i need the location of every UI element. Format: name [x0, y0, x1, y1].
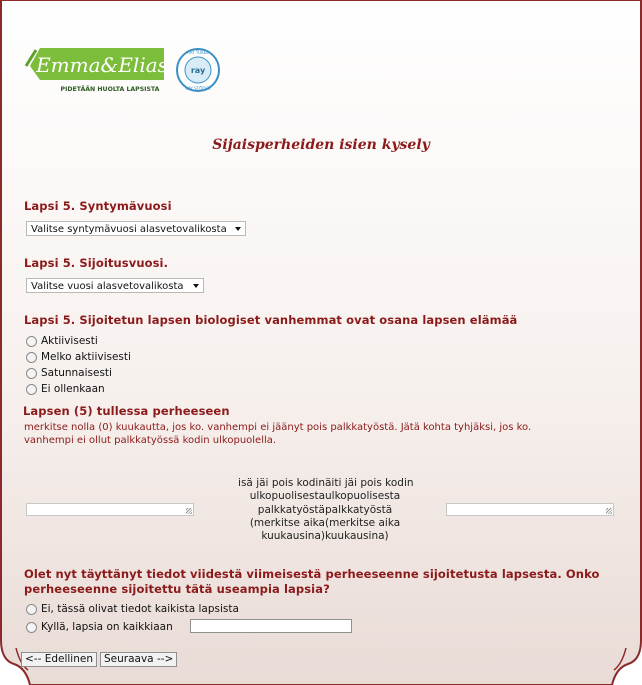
- ray-badge: [175, 47, 221, 93]
- mother-header-line: palkkatyöstä: [325, 503, 393, 516]
- svg-text:ray: ray: [190, 66, 206, 75]
- radio-button[interactable]: [26, 622, 37, 633]
- birth-year-select-value: Valitse syntymävuosi alasvetovalikosta: [31, 224, 227, 235]
- svg-text:RAY TUKEE: RAY TUKEE: [187, 50, 209, 55]
- option-label: Ei ollenkaan: [41, 383, 105, 395]
- parents-option-2[interactable]: [26, 351, 131, 363]
- parents-option-3[interactable]: [26, 367, 112, 379]
- parents-option-1[interactable]: [26, 335, 98, 347]
- birth-year-label: Lapsi 5. Syntymävuosi: [24, 199, 172, 213]
- arrival-help-line-2: vanhempi ei ollut palkkatyössä kodin ulkopuolella.: [24, 435, 277, 446]
- next-button[interactable]: Seuraava -->: [100, 652, 177, 667]
- radio-button[interactable]: [26, 352, 37, 363]
- option-label: Satunnaisesti: [41, 367, 112, 379]
- birth-year-select[interactable]: [26, 221, 246, 236]
- svg-text:RAY STÖDER: RAY STÖDER: [185, 86, 211, 91]
- option-label: Ei, tässä olivat tiedot kaikista lapsista: [41, 603, 239, 615]
- more-children-label-line-2: perheeseenne sijoitettu tätä useampia lapsia?: [24, 582, 330, 596]
- arrival-label: Lapsen (5) tullessa perheeseen: [23, 404, 230, 418]
- page-title: Sijaisperheiden isien kysely: [212, 137, 430, 153]
- radio-button[interactable]: [26, 336, 37, 347]
- father-header-line: kuukausina): [261, 530, 325, 543]
- option-label: Kyllä, lapsia on kaikkiaan: [41, 621, 173, 633]
- option-label: Melko aktiivisesti: [41, 351, 131, 363]
- father-months-input[interactable]: [26, 503, 194, 516]
- radio-button[interactable]: [26, 604, 37, 615]
- mother-header-line: äiti jäi pois kodin: [325, 477, 414, 489]
- more-children-option-no[interactable]: [26, 603, 239, 615]
- mother-header-line: kuukausina): [325, 530, 389, 543]
- previous-button[interactable]: <-- Edellinen: [21, 652, 97, 667]
- placement-year-select[interactable]: [26, 278, 204, 293]
- resize-grip-icon[interactable]: [606, 508, 612, 514]
- mother-column-header: [325, 477, 435, 543]
- parents-option-4[interactable]: [26, 383, 105, 395]
- radio-button[interactable]: [26, 384, 37, 395]
- parents-label: Lapsi 5. Sijoitetun lapsen biologiset vanhemmat ovat osana lapsen elämää: [24, 313, 518, 327]
- mother-months-input[interactable]: [446, 503, 614, 516]
- more-children-option-yes[interactable]: [26, 621, 173, 633]
- arrival-help-line-1: merkitse nolla (0) kuukautta, jos ko. vanhempi ei jäänyt pois palkkatyöstä. Jätä kohta tyhjäksi, jos ko.: [24, 422, 532, 433]
- more-children-label-line-1: Olet nyt täyttänyt tiedot viidestä viimeisestä perheeseenne sijoitetusta lapsesta. Onko: [24, 567, 600, 581]
- placement-year-select-value: Valitse vuosi alasvetovalikosta: [31, 281, 184, 292]
- emma-elias-logo: [24, 44, 169, 96]
- chevron-down-icon: [235, 227, 241, 231]
- father-column-header: [215, 477, 325, 543]
- children-count-input[interactable]: [190, 619, 352, 633]
- father-header-line: isä jäi pois kodin: [238, 477, 325, 489]
- radio-button[interactable]: [26, 368, 37, 379]
- father-header-line: (merkitse aika: [249, 516, 325, 529]
- chevron-down-icon: [193, 284, 199, 288]
- svg-text:PIDETÄÄN HUOLTA LAPSISTA: PIDETÄÄN HUOLTA LAPSISTA: [60, 86, 160, 93]
- father-header-line: palkkatyöstä: [257, 503, 325, 516]
- mother-header-line: ulkopuolisesta: [325, 490, 401, 503]
- father-header-line: ulkopuolisesta: [249, 490, 325, 503]
- resize-grip-icon[interactable]: [186, 508, 192, 514]
- option-label: Aktiivisesti: [41, 335, 98, 347]
- mother-header-line: (merkitse aika: [325, 516, 401, 529]
- svg-text:Emma&Elias: Emma&Elias: [36, 53, 168, 77]
- placement-year-label: Lapsi 5. Sijoitusvuosi.: [24, 256, 169, 270]
